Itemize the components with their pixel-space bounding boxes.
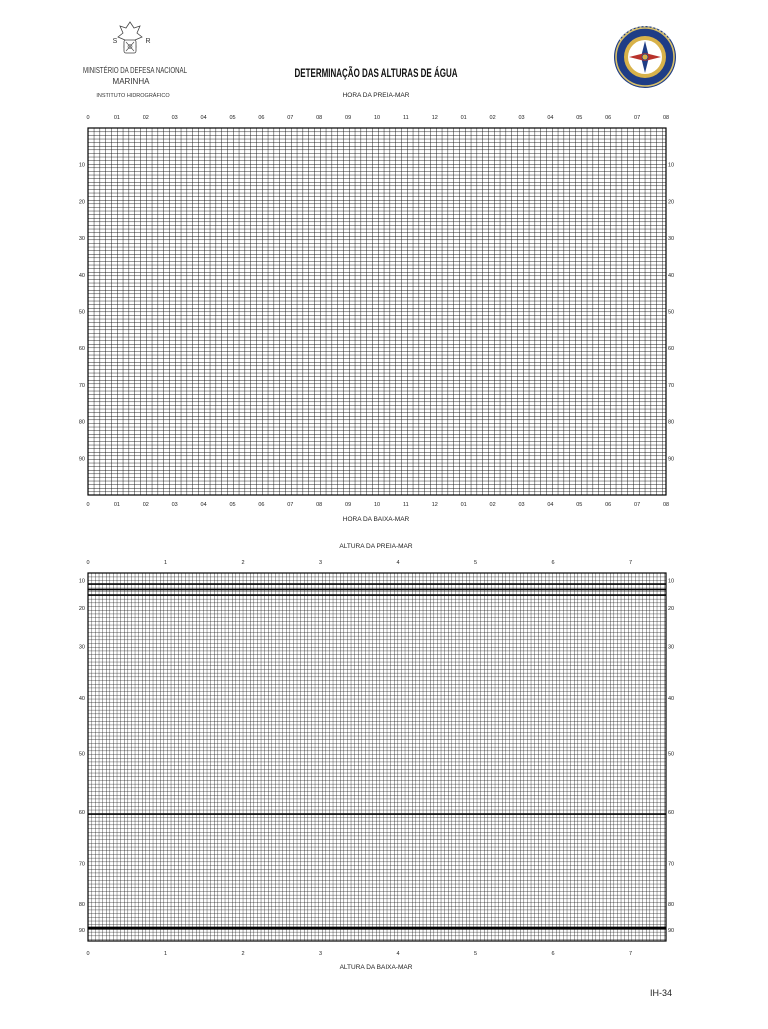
heights-left-tick-label: 70 [78, 861, 85, 868]
hours-top-tick-label: 06 [605, 115, 612, 121]
heights-right-tick-label: 70 [668, 861, 675, 868]
hours-right-tick-label: 40 [668, 272, 675, 279]
hours-bottom-tick-label: 03 [518, 502, 525, 508]
hours-bottom-tick-label: 03 [171, 502, 178, 508]
heights-left-tick-label: 60 [78, 810, 85, 817]
heights-bottom-tick-label: 2 [241, 951, 245, 957]
hours-bottom-tick-label: 04 [547, 502, 554, 508]
hours-top-tick-label: 03 [171, 115, 178, 121]
heights-left-tick-label: 50 [78, 751, 85, 758]
hours-right-tick-label: 30 [668, 236, 675, 243]
heights-right-tick-label: 50 [668, 751, 675, 758]
instituto-hidrografico-seal-icon [614, 26, 676, 88]
hours-bottom-tick-label: 02 [489, 502, 496, 508]
heights-bottom-tick-labels [86, 951, 632, 957]
heights-top-tick-label: 7 [628, 560, 633, 566]
heights-top-tick-label: 6 [551, 560, 555, 566]
heights-left-tick-label: 30 [78, 644, 85, 651]
hours-left-tick-label: 40 [78, 272, 85, 279]
heights-left-tick-label: 80 [78, 902, 85, 909]
hours-left-tick-labels [79, 163, 85, 463]
heights-left-tick-labels [79, 578, 85, 934]
branch-name: MARINHA [112, 77, 150, 86]
hours-left-tick-label: 30 [78, 236, 85, 243]
hours-top-tick-label: 09 [345, 115, 352, 121]
hours-bottom-axis-label: HORA DA BAIXA-MAR [342, 516, 410, 523]
hours-top-tick-label: 05 [229, 115, 236, 121]
heights-top-tick-label: 0 [86, 560, 90, 566]
heights-top-tick-label: 5 [473, 560, 478, 566]
hours-right-tick-label: 10 [668, 162, 675, 169]
hours-top-tick-label: 08 [662, 115, 670, 121]
heights-bottom-tick-label: 7 [628, 951, 633, 957]
hours-right-tick-label: 20 [668, 199, 675, 206]
hours-left-tick-label: 80 [78, 419, 85, 426]
hours-top-tick-label: 07 [634, 115, 641, 121]
hours-bottom-tick-label: 04 [200, 502, 207, 508]
hours-right-tick-label: 50 [668, 309, 675, 316]
crest-icon [118, 22, 142, 53]
crest-letter-right: R [145, 38, 151, 45]
hours-top-tick-label: 02 [489, 115, 496, 121]
hours-right-tick-label: 60 [668, 346, 675, 353]
hours-bottom-tick-label: 12 [431, 502, 438, 508]
hours-grid [88, 128, 666, 495]
heights-right-tick-labels [668, 578, 674, 934]
hours-top-tick-label: 04 [200, 115, 207, 121]
hours-bottom-tick-label: 10 [373, 502, 381, 508]
hours-top-tick-label: 02 [142, 115, 149, 121]
heights-bottom-tick-label: 3 [318, 951, 323, 957]
hours-left-tick-label: 90 [78, 456, 85, 463]
heights-bottom-tick-label: 6 [551, 951, 555, 957]
hours-top-tick-label: 05 [576, 115, 583, 121]
hours-top-tick-label: 06 [258, 115, 265, 121]
heights-grid [88, 573, 666, 941]
hours-top-tick-label: 0 [86, 115, 90, 121]
hours-right-tick-label: 70 [668, 382, 675, 389]
hours-right-tick-label: 90 [668, 456, 675, 463]
hours-top-tick-label: 10 [373, 115, 381, 121]
hours-top-tick-label: 04 [547, 115, 554, 121]
hours-bottom-tick-label: 05 [229, 502, 236, 508]
heights-left-tick-label: 40 [78, 696, 85, 703]
hours-top-tick-label: 11 [403, 115, 409, 121]
heights-left-tick-label: 10 [78, 578, 85, 585]
hours-left-tick-label: 20 [78, 199, 85, 206]
hours-bottom-tick-label: 07 [287, 502, 294, 508]
heights-bottom-tick-label: 1 [163, 951, 168, 957]
heights-bottom-tick-label: 5 [473, 951, 478, 957]
hours-bottom-tick-label: 01 [460, 502, 467, 508]
heights-top-tick-label: 3 [318, 560, 323, 566]
institute-name: INSTITUTO HIDROGRÁFICO [96, 93, 170, 99]
hours-right-tick-label: 80 [668, 419, 675, 426]
hours-bottom-tick-label: 06 [605, 502, 612, 508]
hours-bottom-tick-label: 05 [576, 502, 583, 508]
heights-left-tick-label: 90 [78, 927, 85, 934]
heights-right-tick-label: 30 [668, 644, 675, 651]
hours-bottom-tick-label: 07 [634, 502, 641, 508]
heights-right-tick-label: 80 [668, 902, 675, 909]
hours-left-tick-label: 10 [78, 162, 85, 169]
ministry-name: MINISTÉRIO DA DEFESA NACIONAL [83, 66, 188, 75]
hours-bottom-tick-label: 06 [258, 502, 265, 508]
heights-right-tick-label: 60 [668, 810, 675, 817]
heights-bottom-axis-label: ALTURA DA BAIXA-MAR [339, 964, 413, 971]
hours-top-tick-labels [86, 115, 669, 121]
hours-bottom-tick-label: 11 [403, 502, 409, 508]
hours-top-tick-label: 08 [316, 115, 323, 121]
heights-bottom-tick-label: 0 [86, 951, 90, 957]
heights-right-tick-label: 90 [668, 927, 675, 934]
hours-top-tick-label: 03 [518, 115, 525, 121]
heights-top-tick-label: 1 [163, 560, 168, 566]
form-code: IH-34 [649, 988, 672, 998]
heights-right-tick-label: 10 [668, 578, 675, 585]
hours-bottom-tick-labels [86, 502, 669, 508]
heights-right-tick-label: 20 [668, 605, 675, 612]
hours-bottom-tick-label: 08 [316, 502, 323, 508]
heights-bottom-tick-label: 4 [396, 951, 400, 957]
hours-bottom-tick-label: 01 [113, 502, 120, 508]
heights-left-tick-label: 20 [78, 605, 85, 612]
page-title: DETERMINAÇÃO DAS ALTURAS DE ÁGUA [294, 68, 529, 80]
hours-left-tick-label: 70 [78, 382, 85, 389]
hours-left-tick-label: 50 [78, 309, 85, 316]
heights-top-tick-label: 4 [396, 560, 400, 566]
hours-top-tick-label: 01 [460, 115, 467, 121]
hours-left-tick-label: 60 [78, 346, 85, 353]
hours-bottom-tick-label: 0 [86, 502, 90, 508]
crest-letter-left: S [112, 38, 118, 45]
hours-right-tick-labels [668, 163, 674, 463]
hours-top-tick-label: 12 [431, 115, 438, 121]
heights-top-tick-labels [86, 560, 632, 566]
hours-top-tick-label: 01 [113, 115, 120, 121]
hours-bottom-tick-label: 08 [662, 502, 670, 508]
hours-top-axis-label: HORA DA PREIA-MAR [342, 92, 410, 99]
heights-top-axis-label: ALTURA DA PREIA-MAR [339, 543, 413, 550]
hours-bottom-tick-label: 02 [142, 502, 149, 508]
hours-top-tick-label: 07 [287, 115, 294, 121]
heights-top-tick-label: 2 [241, 560, 245, 566]
heights-right-tick-label: 40 [668, 696, 675, 703]
hours-bottom-tick-label: 09 [345, 502, 352, 508]
